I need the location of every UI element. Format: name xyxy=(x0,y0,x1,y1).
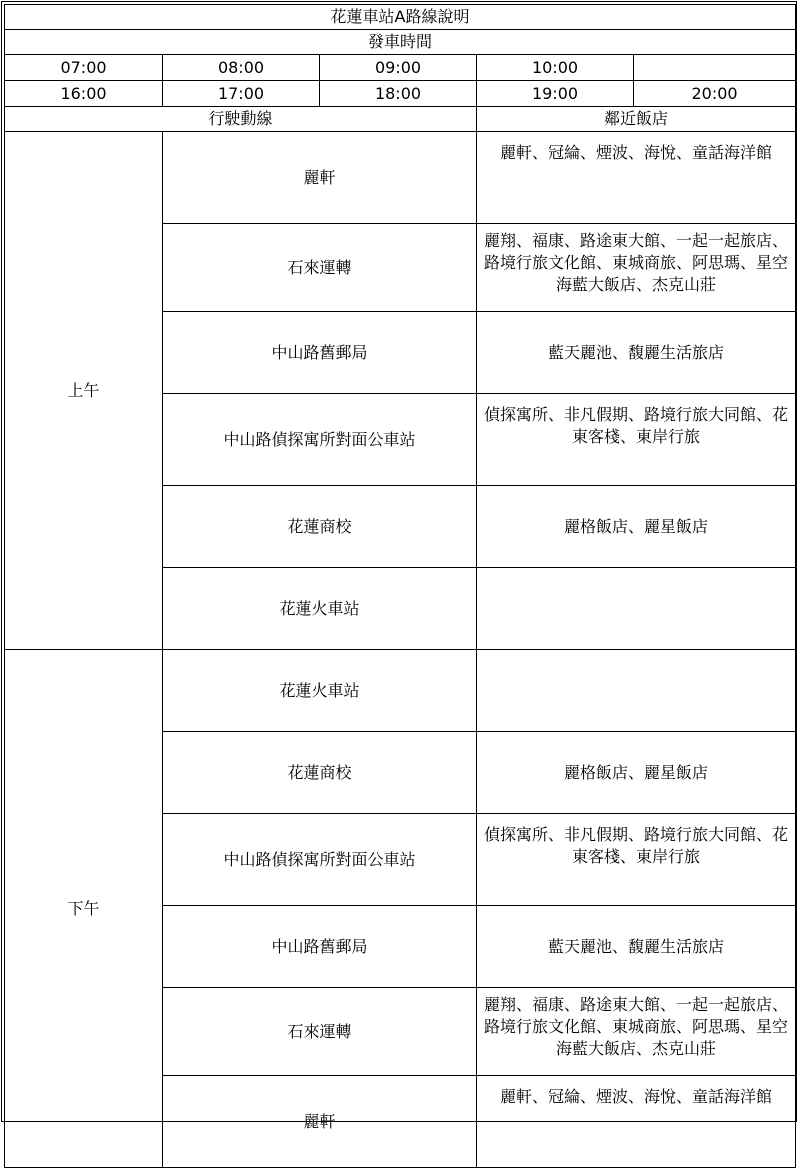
time-cell: 17:00 xyxy=(163,81,320,107)
time-cell: 10:00 xyxy=(477,55,634,81)
stop-name: 麗軒 xyxy=(163,132,477,224)
time-row-1 xyxy=(5,55,796,81)
nearby-hotels: 麗格飯店、麗星飯店 xyxy=(477,732,796,814)
nearby-hotels: 麗軒、冠綸、煙波、海悅、童話海洋館 xyxy=(477,132,796,224)
route-header: 行駛動線 xyxy=(5,107,477,132)
nearby-hotels: 麗翔、福康、路途東大館、一起一起旅店、路境行旅文化館、東城商旅、阿思瑪、星空海藍大飯店、杰克山莊 xyxy=(477,988,796,1076)
nearby-hotels: 偵探寓所、非凡假期、路境行旅大同館、花東客棧、東岸行旅 xyxy=(477,814,796,906)
time-row-2 xyxy=(5,81,796,107)
stop-name: 花蓮火車站 xyxy=(163,568,477,650)
stop-name: 中山路偵探寓所對面公車站 xyxy=(163,814,477,906)
departure-header: 發車時間 xyxy=(5,30,796,55)
time-cell: 16:00 xyxy=(5,81,163,107)
time-cell xyxy=(634,55,796,81)
stop-name: 石來運轉 xyxy=(163,988,477,1076)
stop-name: 中山路舊郵局 xyxy=(163,312,477,394)
time-cell: 07:00 xyxy=(5,55,163,81)
stop-name: 花蓮商校 xyxy=(163,732,477,814)
period-label-morning: 上午 xyxy=(5,132,163,650)
stop-name: 花蓮商校 xyxy=(163,486,477,568)
stop-name: 花蓮火車站 xyxy=(163,650,477,732)
nearby-hotels xyxy=(477,568,796,650)
table-title: 花蓮車站A路線說明 xyxy=(5,5,796,30)
time-cell: 18:00 xyxy=(320,81,477,107)
hotel-header: 鄰近飯店 xyxy=(477,107,796,132)
nearby-hotels: 麗翔、福康、路途東大館、一起一起旅店、路境行旅文化館、東城商旅、阿思瑪、星空海藍大飯店、杰克山莊 xyxy=(477,224,796,312)
nearby-hotels: 藍天麗池、馥麗生活旅店 xyxy=(477,906,796,988)
nearby-hotels xyxy=(477,650,796,732)
schedule-table xyxy=(4,4,796,1168)
table-row xyxy=(5,132,796,224)
nearby-hotels: 麗軒、冠綸、煙波、海悅、童話海洋館 xyxy=(477,1076,796,1168)
stop-name: 中山路舊郵局 xyxy=(163,906,477,988)
time-cell: 19:00 xyxy=(477,81,634,107)
time-cell: 08:00 xyxy=(163,55,320,81)
period-label-afternoon: 下午 xyxy=(5,650,163,1168)
nearby-hotels: 偵探寓所、非凡假期、路境行旅大同館、花東客棧、東岸行旅 xyxy=(477,394,796,486)
nearby-hotels: 藍天麗池、馥麗生活旅店 xyxy=(477,312,796,394)
stop-name: 石來運轉 xyxy=(163,224,477,312)
nearby-hotels: 麗格飯店、麗星飯店 xyxy=(477,486,796,568)
stop-name: 中山路偵探寓所對面公車站 xyxy=(163,394,477,486)
time-cell: 09:00 xyxy=(320,55,477,81)
table-row xyxy=(5,650,796,732)
time-cell: 20:00 xyxy=(634,81,796,107)
stop-name: 麗軒 xyxy=(163,1076,477,1168)
